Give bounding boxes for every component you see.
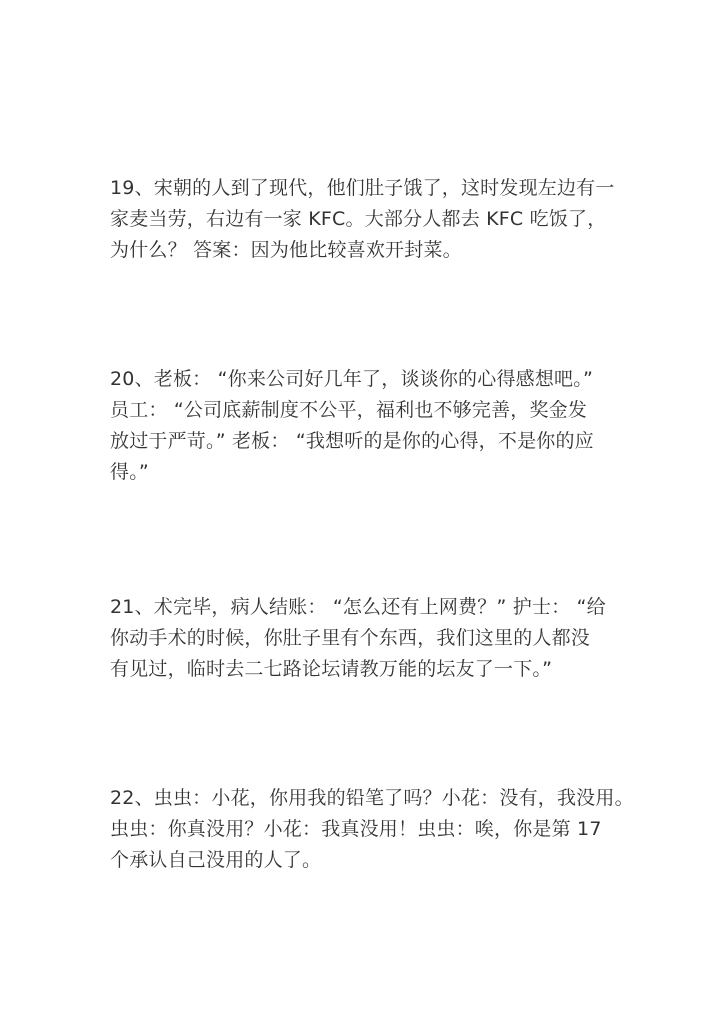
joke-paragraph-19 [110, 173, 670, 266]
text-line: 虫虫：你真没用？小花：我真没用！虫虫：唉，你是第 17 [110, 818, 602, 840]
text-line: 员工： “公司底薪制度不公平，福利也不够完善，奖金发 [110, 399, 588, 421]
text-line: 19、宋朝的人到了现代，他们肚子饿了，这时发现左边有一 [110, 177, 615, 199]
text-line: 个承认自己没用的人了。 [110, 849, 322, 871]
text-line: 放过于严苛。” 老板： “我想听的是你的心得，不是你的应 [110, 430, 594, 452]
text-line: 有见过，临时去二七路论坛请教万能的坛友了一下。” [110, 658, 553, 680]
text-line: 22、虫虫：小花，你用我的铅笔了吗？小花：没有，我没用。 [110, 787, 634, 809]
joke-paragraph-21 [110, 592, 670, 685]
joke-paragraph-20 [110, 364, 670, 488]
text-line: 你动手术的时候，你肚子里有个东西，我们这里的人都没 [110, 627, 591, 649]
joke-paragraph-22 [110, 783, 670, 876]
text-line: 为什么？ 答案：因为他比较喜欢开封菜。 [110, 239, 462, 261]
text-line: 20、老板： “你来公司好几年了，谈谈你的心得感想吧。” [110, 368, 594, 390]
text-line: 家麦当劳，右边有一家 KFC。大部分人都去 KFC 吃饭了， [110, 208, 607, 230]
text-line: 21、术完毕，病人结账： “怎么还有上网费？” 护士： “给 [110, 596, 606, 618]
text-line: 得。” [110, 461, 149, 483]
